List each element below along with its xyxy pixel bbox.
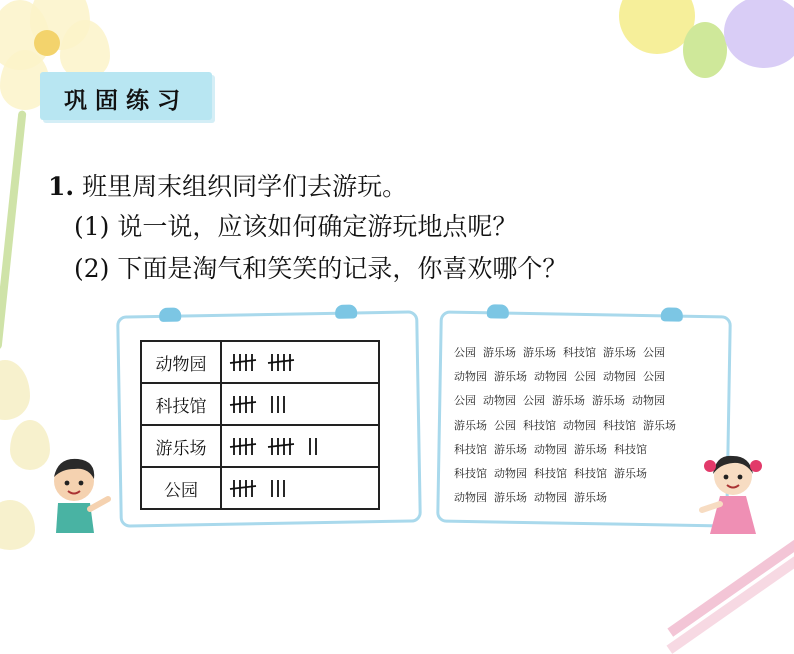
record-entry: 游乐场 [574,491,607,505]
girl-icon [698,452,768,542]
record-entry: 动物园 [632,394,665,408]
place-name: 科技馆 [141,383,221,425]
record-entry: 科技馆 [523,418,556,432]
purple-balloon-icon [724,0,794,68]
record-entry: 动物园 [534,370,567,384]
record-entry: 动物园 [603,370,636,384]
section-title: 巩固练习 [64,88,188,114]
sub-question-1: (1) 说一说，应该如何确定游玩地点呢？ [74,212,518,241]
record-entry: 科技馆 [534,467,567,481]
table-row [141,341,379,383]
record-entry: 动物园 [454,370,487,384]
record-entry: 游乐场 [603,346,636,359]
record-entry: 科技馆 [574,467,607,481]
table-row [141,467,379,509]
clip-icon [335,304,357,318]
clip-icon [661,307,683,321]
record-entry: 游乐场 [614,467,647,481]
record-entry: 动物园 [494,467,527,481]
tally-table [140,340,380,510]
record-entry: 公园 [523,394,545,408]
record-row [454,365,704,389]
record-entry: 动物园 [483,394,516,408]
record-entry: 公园 [574,370,596,384]
clip-icon [487,304,509,318]
tally-marks [221,341,379,383]
record-entry: 游乐场 [494,491,527,505]
record-entry: 科技馆 [614,442,647,456]
record-row [454,414,704,438]
record-entry: 科技馆 [454,467,487,481]
record-entry: 游乐场 [523,346,556,359]
record-entry: 科技馆 [603,418,636,432]
record-entry: 公园 [494,418,516,432]
clip-icon [159,308,181,322]
record-entry: 游乐场 [552,394,585,408]
record-entry: 动物园 [454,491,487,505]
place-name: 公园 [141,467,221,509]
record-row [454,486,704,510]
record-row [454,438,704,462]
question-1 [48,167,407,203]
record-entry: 动物园 [534,442,567,456]
record-entry: 公园 [454,346,476,359]
record-entry: 游乐场 [643,418,676,432]
boy-icon [44,455,114,539]
record-row [454,462,704,486]
sub-question-2: (2) 下面是淘气和笑笑的记录，你喜欢哪个？ [74,254,568,283]
record-entry: 动物园 [563,418,596,432]
question-text: 班里周末组织同学们去游玩。 [82,172,408,201]
green-balloon-icon [683,22,727,78]
record-row [454,389,704,413]
record-entry: 动物园 [534,491,567,505]
record-entry: 游乐场 [454,418,487,432]
record-entry: 游乐场 [483,346,516,359]
place-name: 游乐场 [141,425,221,467]
record-entry: 游乐场 [574,442,607,456]
record-entry: 公园 [454,394,476,408]
tally-marks [221,425,379,467]
place-name: 动物园 [141,341,221,383]
record-entry: 游乐场 [494,370,527,384]
record-log [454,341,704,510]
record-entry: 游乐场 [592,394,625,408]
tally-marks [221,467,379,509]
record-entry: 公园 [643,346,665,359]
record-entry: 游乐场 [494,442,527,456]
record-entry: 公园 [643,370,665,384]
table-row [141,383,379,425]
tally-marks [221,383,379,425]
record-row [454,341,704,365]
record-entry: 科技馆 [454,442,487,456]
table-row [141,425,379,467]
question-number: 1. [48,172,75,201]
record-entry: 科技馆 [563,346,596,359]
